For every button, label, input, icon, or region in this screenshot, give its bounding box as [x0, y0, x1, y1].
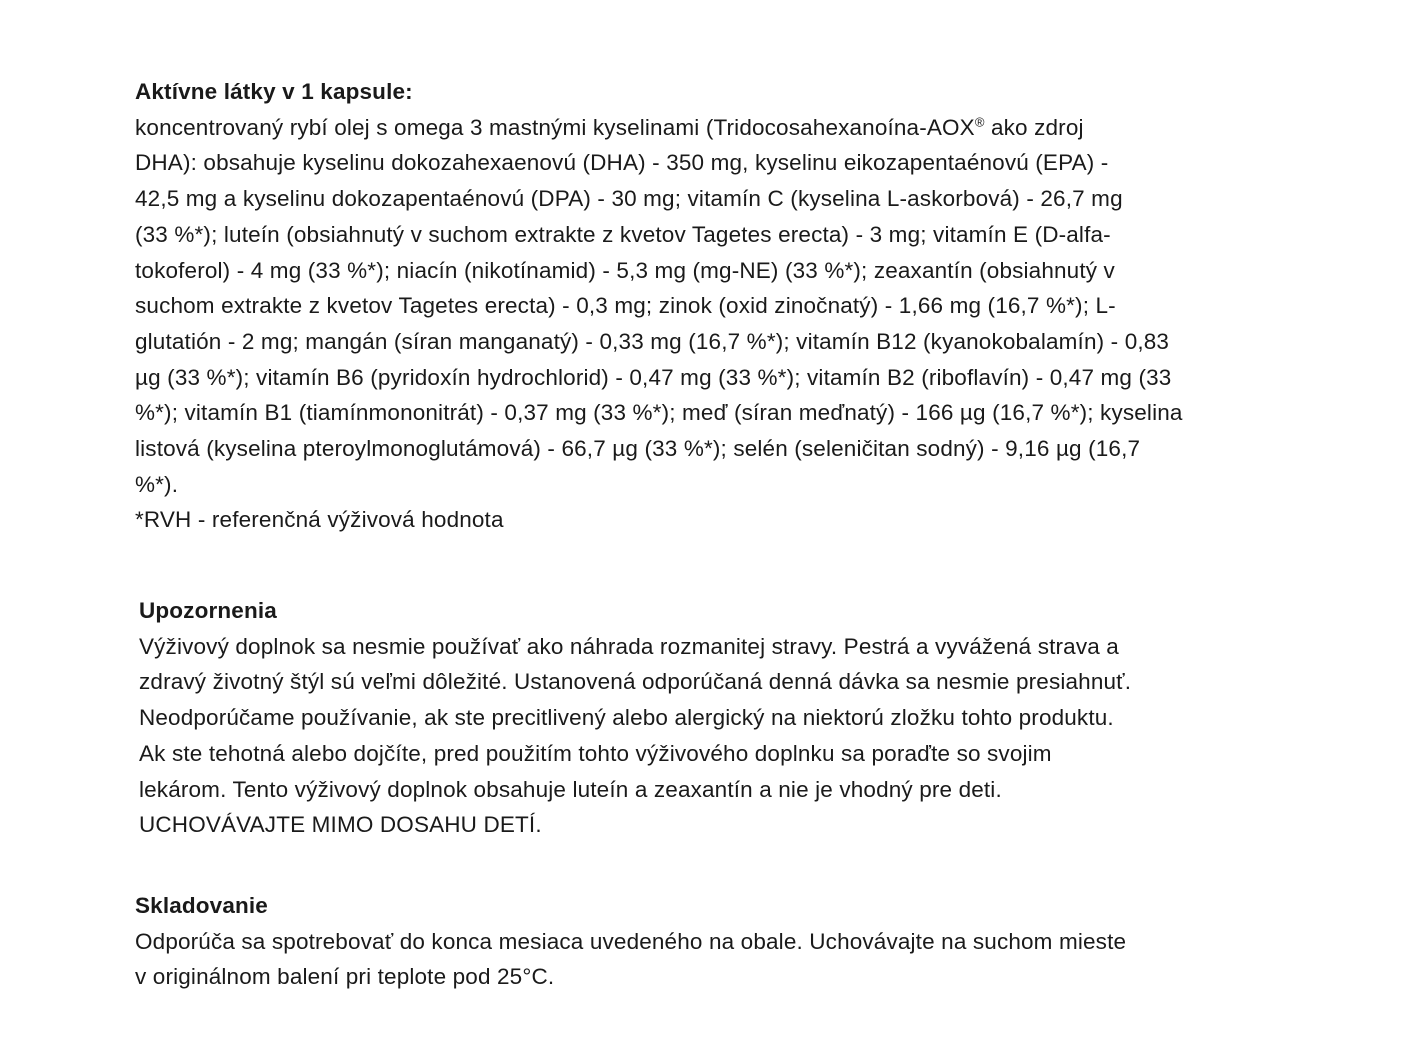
text-line: UCHOVÁVAJTE MIMO DOSAHU DETÍ. [139, 812, 542, 838]
text-line: lekárom. Tento výživový doplnok obsahuje luteín a zeaxantín a nie je vhodný pre deti. [139, 776, 1002, 802]
text-line: glutatión - 2 mg; mangán (síran manganatý) - 0,33 mg (16,7 %*); vitamín B12 (kyanokobalamín) - 0,83 [135, 328, 1170, 354]
active-ingredients-section [135, 74, 1183, 538]
warnings-text [139, 629, 1131, 843]
text-line: (33 %*); luteín (obsiahnutý v suchom extrakte z kvetov Tagetes erecta) - 3 mg; vitamín E (D-alfa- [135, 221, 1111, 247]
text-line: %*). [135, 471, 179, 497]
text-line: v originálnom balení pri teplote pod 25°C. [135, 964, 555, 990]
active-ingredients-text [135, 110, 1183, 538]
text-line: Výživový doplnok sa nesmie používať ako náhrada rozmanitej stravy. Pestrá a vyvážená strava a [139, 633, 1119, 659]
text-line: DHA): obsahuje kyselinu dokozahexaenovú (DHA) - 350 mg, kyselinu eikozapentaénovú (EPA) - [135, 150, 1109, 176]
storage-text [135, 924, 1126, 995]
storage-heading: Skladovanie [135, 893, 268, 918]
text-line: %*); vitamín B1 (tiamínmononitrát) - 0,37 mg (33 %*); meď (síran meďnatý) - 166 µg (16,7 %*); kyselina [135, 400, 1183, 426]
text-line: zdravý životný štýl sú veľmi dôležité. Ustanovená odporúčaná denná dávka sa nesmie presiahnuť. [139, 669, 1132, 695]
text-line: Ak ste tehotná alebo dojčíte, pred použitím tohto výživového doplnku sa poraďte so svojim [139, 740, 1052, 766]
text-line: listová (kyselina pteroylmonoglutámová) - 66,7 µg (33 %*); selén (seleničitan sodný) - 9,16 µg (16,7 [135, 436, 1141, 462]
text-line: Odporúča sa spotrebovať do konca mesiaca uvedeného na obale. Uchovávajte na suchom mieste [135, 928, 1127, 954]
storage-section [135, 888, 1126, 995]
text-line: *RVH - referenčná výživová hodnota [135, 507, 504, 533]
text-line: tokoferol) - 4 mg (33 %*); niacín (nikotínamid) - 5,3 mg (mg-NE) (33 %*); zeaxantín (obsiahnutý v [135, 257, 1115, 283]
text-line: koncentrovaný rybí olej s omega 3 mastnými kyselinami (Tridocosahexanoína-AOX® ako zdroj [135, 114, 1084, 140]
warnings-section [139, 593, 1131, 843]
text-line: Neodporúčame používanie, ak ste precitlivený alebo alergický na niektorú zložku tohto produktu. [139, 705, 1114, 731]
text-line: µg (33 %*); vitamín B6 (pyridoxín hydrochlorid) - 0,47 mg (33 %*); vitamín B2 (riboflavín) - 0,47 mg (33 [135, 364, 1172, 390]
text-line: suchom extrakte z kvetov Tagetes erecta) - 0,3 mg; zinok (oxid zinočnatý) - 1,66 mg (16,7 %*); L- [135, 293, 1116, 319]
warnings-heading: Upozornenia [139, 598, 277, 623]
active-ingredients-heading: Aktívne látky v 1 kapsule: [135, 79, 413, 104]
text-line: 42,5 mg a kyselinu dokozapentaénovú (DPA) - 30 mg; vitamín C (kyselina L-askorbová) - 26,7 mg [135, 186, 1123, 212]
